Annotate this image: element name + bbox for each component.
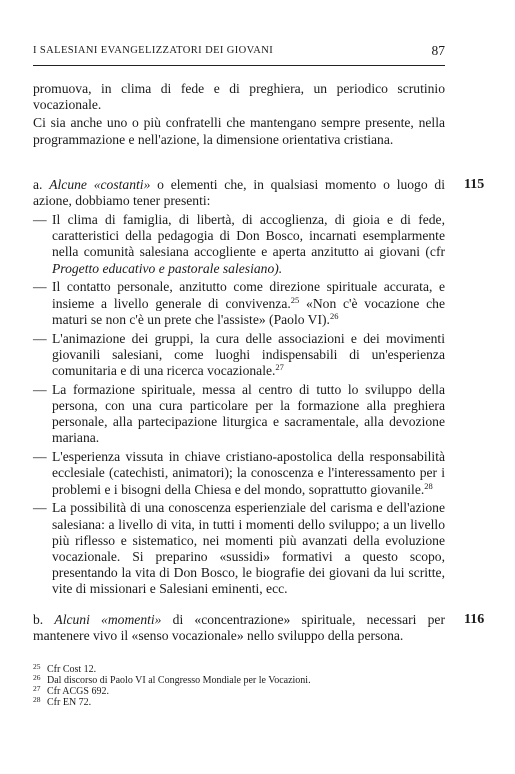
section-b-letter: b. (33, 612, 44, 627)
list-item (33, 212, 445, 277)
list-item-text: La possibilità di una conoscenza esperienziale del carisma e dell'azione salesiana: a livello di vita, in tutti i momenti dello sviluppo; a un livello più riflesso e sistematico, nei momenti più avanzati della evoluzione vocazionale. Si preparino «sussidi» formativi a questo scopo, presentando la vita di Don Bosco, le biografie dei giovani da lui scritte, vite di missionari e Salesiani eminenti, ecc. (52, 500, 445, 597)
section-a-lead-text: o elementi che, in qualsiasi momento o luogo di azione, dobbiamo tener presenti: (33, 177, 445, 209)
footnote: 25 Cfr Cost 12. (33, 662, 97, 675)
list-item (33, 449, 445, 498)
constants-list (33, 212, 445, 600)
footnote-text: Cfr EN 72. (47, 697, 92, 708)
intro-paragraph-1: promuova, in clima di fede e di preghiera, un periodico scrutinio vocazionale. (33, 81, 445, 113)
section-a-letter: a. (33, 177, 43, 192)
list-item (33, 331, 445, 380)
footnote: 28 Cfr EN 72. (33, 695, 92, 708)
header-rule (33, 65, 445, 66)
intro-text (33, 81, 445, 148)
section-a-lead (33, 177, 445, 209)
page-number: 87 (431, 43, 445, 58)
footnote-ref: 26 (329, 310, 339, 321)
list-item-text: «Non c'è vocazione che maturi se non c'è un prete che l'assiste» (Paolo VI). (52, 295, 445, 327)
footnote-ref: 25 (290, 294, 300, 305)
footnote-text: Dal discorso di Paolo VI al Congresso Mondiale per le Vocazioni. (47, 675, 311, 686)
intro-paragraph-2: Ci sia anche uno o più confratelli che mantengano sempre presente, nella programmazione e nell'azione, la dimensione orientativa cristiana. (33, 115, 445, 147)
list-item-text: La formazione spirituale, messa al centro di tutto lo sviluppo della persona, con una cura particolare per la formazione alla preghiera personale, alla partecipazione liturgica e sacramentale, alla devozione mariana. (52, 381, 445, 446)
list-item (33, 500, 445, 597)
section-b-lead (33, 612, 445, 644)
dash-bullet: — (33, 212, 47, 227)
footnotes (33, 664, 445, 708)
list-item-text: L'animazione dei gruppi, la cura delle associazioni e dei movimenti giovanili salesiani, come luoghi indispensabili di un'esperienza comunitaria e di una ricerca vocazionale. (52, 330, 445, 379)
footnote-text: Cfr ACGS 692. (47, 686, 109, 697)
dash-bullet: — (33, 449, 47, 465)
section-a-lead-italic: Alcune «costanti» (49, 177, 151, 192)
running-header (33, 45, 445, 61)
footnote-ref: 27 (275, 362, 284, 373)
marginal-number-116: 116 (464, 612, 485, 627)
marginal-number-115: 115 (464, 177, 485, 192)
list-item-text: Il contatto personale, anzitutto come direzione spirituale accurata, e insieme a livello generale di convivenza. (52, 279, 445, 311)
dash-bullet: — (33, 279, 47, 295)
list-item-italic: Progetto educativo e pastorale salesiano). (52, 260, 283, 276)
list-item (33, 279, 445, 328)
footnote: 27 Cfr ACGS 692. (33, 684, 109, 697)
dash-bullet: — (33, 500, 47, 516)
running-title: I SALESIANI EVANGELIZZATORI DEI GIOVANI (33, 45, 274, 56)
section-b-lead-italic: Alcuni «momenti» (54, 612, 162, 627)
dash-bullet: — (33, 330, 47, 346)
footnote-text: Cfr Cost 12. (47, 664, 97, 675)
list-item-text: Il clima di famiglia, di libertà, di accoglienza, di gioia e di fede, caratteristici della pedagogia di Don Bosco, incarnati esemplarmente nella comunità salesiana accogliente e aperta anzitutto ai giovani (cfr (52, 212, 445, 260)
section-b-lead-text: di «concentrazione» spirituale, necessari per mantenere vivo il «senso vocazionale» nello sviluppo della persona. (33, 612, 445, 644)
list-item (33, 382, 445, 447)
footnote-ref: 28 (424, 480, 433, 491)
list-item-text: L'esperienza vissuta in chiave cristiano-apostolica della responsabilità ecclesiale (catechisti, animatori); la conoscenza e l'interessamento per i problemi e i bisogni della Chiesa e del mondo, soprattutto giovanile. (52, 449, 445, 497)
footnote: 26 Dal discorso di Paolo VI al Congresso Mondiale per le Vocazioni. (33, 673, 311, 686)
dash-bullet: — (33, 381, 47, 397)
